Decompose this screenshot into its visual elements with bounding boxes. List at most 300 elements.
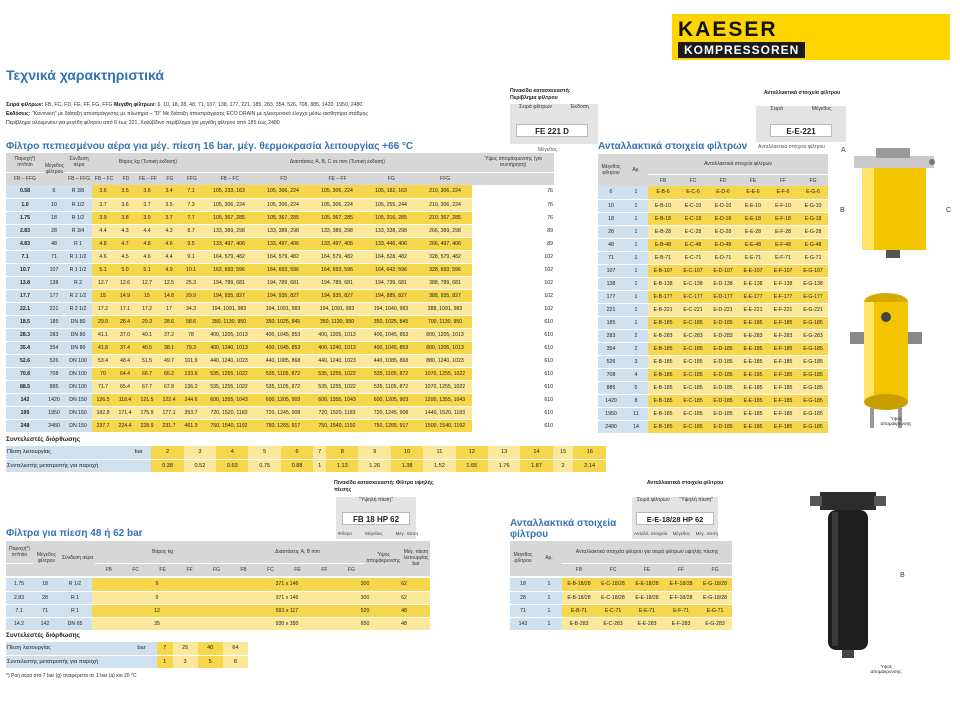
table-cell: E-B-71 [648,251,678,264]
corr-pressure-value: 6 [281,446,313,459]
page-title: Τεχνικά χαρακτηριστικά [6,67,164,83]
table-cell: E-C-221 [678,303,708,316]
table-cell: R 1/2 [64,198,92,211]
table-cell: R 3/4 [64,224,92,237]
table-cell: 7.1 [6,250,44,263]
table-cell: 171.4 [114,406,136,419]
table-cell: E-C-283 [596,617,630,630]
table-cell: 610 [472,419,554,432]
table-cell: 122.4 [158,393,180,406]
table-cell: E-F-18/28 [664,591,698,604]
table-cell: 17.2 [92,302,114,315]
table-cell: 48 [378,617,430,630]
table-cell: 133, 497, 406 [310,237,364,250]
th-sub-12: FFG [418,172,472,185]
table-cell: 13.8 [6,276,44,289]
table-cell: E-E-185 [738,381,768,394]
table-cell: 133, 389, 298 [310,224,364,237]
table-cell: E-B-48 [648,238,678,251]
table-cell: 3.7 [158,211,180,224]
table-cell: 400, 1240, 1013 [310,341,364,354]
table-cell: 71.7 [92,380,114,393]
table-cell: E-E-10 [738,199,768,212]
table-cell: E-G-107 [798,264,828,277]
table-cell: 185 [44,315,64,328]
table-cell: E-B-185 [648,394,678,407]
table-cell: E-F-283 [664,617,698,630]
corr-factor-row [6,655,248,668]
table-cell: 9.1 [180,250,202,263]
table-cell: 353.7 [180,406,202,419]
table-cell: 1 [624,251,648,264]
rep-th-sub: FE [738,174,768,187]
rep-th-elem: Ανταλλακτικά στοιχεία φίλτρων [648,154,828,174]
corr-pressure-value: 15 [553,446,574,459]
corr-factor-value: 0.52 [184,459,216,472]
table-cell: 4.9 [158,263,180,276]
table-cell: E-B-185 [648,420,678,433]
table-cell: E-E-185 [738,355,768,368]
table-cell: 1 [624,316,648,329]
table-cell: 2 [624,342,648,355]
table-cell: 400, 1045, 853 [364,341,418,354]
table-cell: 400, 1045, 853 [364,328,418,341]
table-cell: 17 [158,302,180,315]
t2-th-conn: Σύνδεση αέρα [60,541,95,576]
table-cell: 4.7 [114,237,136,250]
table-cell: 71 [32,604,58,617]
table-cell: 400, 1045, 853 [256,341,310,354]
th-sub-11: FG [364,172,418,185]
correction-table-1 [6,446,606,473]
table-row [6,591,430,604]
corr-pressure-value: 25 [173,642,198,655]
table-cell: 133, 389, 298 [256,224,310,237]
table-cell: 194, 789, 681 [202,276,256,289]
table-row [6,328,554,341]
table-cell: 76 [472,211,554,224]
table-cell: E-G-138 [798,277,828,290]
table-cell: 194, 1091, 983 [310,302,364,315]
table-cell: E-D-185 [708,381,738,394]
table-cell: E-E-283 [738,329,768,342]
table-cell: 194, 935, 827 [256,289,310,302]
corr-factor-value: 1.13 [326,459,358,472]
table-cell: 5 [624,381,648,394]
table-cell: DN 80 [64,315,92,328]
table-cell: 650 [352,617,378,630]
table-cell: 15 [92,289,114,302]
table-cell: 1 [624,303,648,316]
t2-th-sub: FC [257,563,284,576]
rep-title: Ανταλλακτικά στοιχεία φίλτρων [598,141,748,152]
table-cell: 535, 1105, 872 [364,380,418,393]
table-cell: R 2 1/2 [64,302,92,315]
rep-th-sub: FF [768,174,798,187]
corr-factor-value: 1 [157,655,173,668]
table-cell: 2480 [44,419,64,432]
table-row [510,578,732,591]
table-cell: 105, 233, 163 [202,185,256,198]
table-cell: 750, 1540, 1192 [310,419,364,432]
table-cell: E-F-28 [768,225,798,238]
table-cell: E-B-6 [648,186,678,199]
table-cell: 610 [472,393,554,406]
corr-pressure-value: 7 [157,642,173,655]
corr-pressure-value: 4 [216,446,248,459]
table-cell: E-D-18 [708,212,738,225]
table-cell: 4 [624,368,648,381]
table-cell: 266, 389, 298 [418,224,472,237]
table-cell: 1200, 1355, 1043 [418,393,472,406]
table-row [598,264,828,277]
table-cell: 885 [44,380,64,393]
table-cell: E-C-185 [678,407,708,420]
table-cell: 720, 1245, 908 [256,406,310,419]
table-cell: 71 [598,251,624,264]
table-cell: 29.3 [136,315,158,328]
table-cell: 4.8 [136,237,158,250]
table-cell: 12.6 [114,276,136,289]
table-cell: 12.5 [158,276,180,289]
table-row [6,604,430,617]
table-cell: E-G-185 [798,316,828,329]
table-cell: 1 [624,264,648,277]
table-cell: 4.6 [158,237,180,250]
callout2-title: Ανταλλακτικά στοιχεία φίλτρου [763,90,841,96]
table-cell: 12.7 [136,276,158,289]
table-cell: 48 [44,237,64,250]
table-cell: E-D-6 [708,186,738,199]
logo-text: KAESER [678,18,778,41]
table-cell: 4.8 [92,237,114,250]
table-cell: 520 [352,604,378,617]
table-row [598,277,828,290]
table-cell: 105, 367, 285 [256,211,310,224]
table-cell: 720, 1520, 1183 [202,406,256,419]
table-cell: E-E-185 [738,407,768,420]
table-cell: 4.5 [114,250,136,263]
corr-factor-value: 0.38 [151,459,183,472]
table-cell: E-C-185 [678,394,708,407]
table-cell: 461.3 [180,419,202,432]
th-sub-5: FE – FF [137,172,159,185]
table-cell: 41.8 [92,341,114,354]
table1-body [6,185,554,433]
table-cell: 535, 1255, 1022 [310,367,364,380]
table-cell: E-E-18 [738,212,768,225]
rep-th-sub: FD [708,174,738,187]
table-cell: E-B-107 [648,264,678,277]
table-cell: E-D-185 [708,394,738,407]
table-cell: E-D-48 [708,238,738,251]
table-cell: 102 [472,263,554,276]
table-cell: 221 [598,303,624,316]
table-cell: 164, 642, 596 [364,263,418,276]
table-cell: R 1 [58,591,92,604]
table-cell: 107 [44,263,64,276]
t2-th-sub: FG [338,563,365,576]
table-cell: E-B-185 [648,368,678,381]
table-cell: 53.4 [92,354,114,367]
table-cell: 3.7 [92,198,114,211]
table-cell: 101.9 [180,354,202,367]
table-cell: 29.9 [180,289,202,302]
t2-th-weight: Βάρος kg [95,541,230,563]
table-cell: 400, 1205, 1013 [202,328,256,341]
table-cell: E-G-48 [798,238,828,251]
corr-factor-value: 1.26 [358,459,390,472]
table-cell: 11 [624,407,648,420]
table-cell: E-F-177 [768,290,798,303]
table-row [6,289,554,302]
table-cell: E-C-185 [678,355,708,368]
table-cell: 610 [472,341,554,354]
table-cell: 400, 1205, 1013 [310,328,364,341]
table-cell: E-G-18/28 [698,591,732,604]
table-cell: E-D-71 [708,251,738,264]
table-row [598,329,828,342]
corr-factor-value: 3 [173,655,198,668]
table-row [510,591,732,604]
table-cell: 885 [598,381,624,394]
table-cell: E-G-71 [698,604,732,617]
table-row [598,238,828,251]
table-cell: 37.2 [158,328,180,341]
table-cell: 600, 1205, 903 [256,393,310,406]
table-row [598,303,828,316]
table-cell: 133, 338, 298 [364,224,418,237]
table-cell: E-C-18/28 [596,591,630,604]
table-row [598,407,828,420]
corr-factor-value: 8 [223,655,248,668]
rep-th-sub: FG [798,174,828,187]
table-cell: 3.6 [114,198,136,211]
table-row [6,419,554,432]
table-cell: E-G-185 [798,407,828,420]
table-cell: 17.1 [114,302,136,315]
table-cell: E-D-107 [708,264,738,277]
table-cell: 440, 1240, 1023 [310,354,364,367]
table-cell: E-E-283 [630,617,664,630]
rep2-header [510,541,732,577]
dim-b-label: B [840,207,845,214]
table-cell: 177 [44,289,64,302]
table-cell: R 3/8 [64,185,92,198]
table-row [598,316,828,329]
table-cell: 5.0 [114,263,136,276]
th-dims: Διαστάσεις A, B, C σε mm (Τυπική έκδοση) [203,153,472,172]
table-cell: E-C-28 [678,225,708,238]
table-cell: 1 [624,199,648,212]
table-row [510,617,732,630]
table-cell: E-E-107 [738,264,768,277]
table-cell: 750, 1265, 917 [256,419,310,432]
table-cell: 35.4 [6,341,44,354]
corr-factor-row [6,459,606,472]
rep-th-qty: Αρ. [624,154,648,187]
table-cell: E-B-185 [648,381,678,394]
t2-th-dims: Διαστάσεις A, B mm [230,541,365,563]
table-row [6,315,554,328]
table-cell: 9 [92,578,222,591]
corr-pressure-value: 2 [151,446,183,459]
table-row [6,185,554,198]
callout4-title: Ανταλλακτικά στοιχεία φίλτρου [646,480,724,486]
table-cell: 3 [624,355,648,368]
table-cell: E-C-10 [678,199,708,212]
table-cell: 535, 1105, 872 [256,367,310,380]
table-cell: 3.7 [136,198,158,211]
table-cell: 133, 497, 406 [202,237,256,250]
corr-factor-value: 0.75 [248,459,280,472]
table-cell: E-F-6 [768,186,798,199]
table-cell: 142 [510,617,536,630]
table-cell: 102 [472,276,554,289]
table-cell: 610 [472,315,554,328]
rep2-body [510,578,732,631]
corr-factor-value: 1.38 [391,459,423,472]
table-cell: 4.6 [92,250,114,263]
table-cell: 1440, 1520, 1183 [418,406,472,419]
table-cell: 371 x 146 [222,578,352,591]
table-cell: 194, 1040, 983 [364,302,418,315]
table-cell: E-E-185 [738,368,768,381]
table-cell: E-E-18/28 [630,591,664,604]
table-cell: 52.6 [6,354,44,367]
table-cell: 65.4 [114,380,136,393]
table-cell: E-C-283 [678,329,708,342]
t2-th-size: Μέγεθος φίλτρου [33,541,60,576]
table-cell: E-F-283 [768,329,798,342]
table-cell: 138 [44,276,64,289]
table-cell: 1070, 1255, 1022 [418,367,472,380]
table-cell: 535, 1255, 1022 [202,367,256,380]
kaeser-logo [672,14,950,60]
table-cell: 37.4 [114,341,136,354]
table-cell: 750, 1540, 1192 [202,419,256,432]
table-cell: DN 80 [64,341,92,354]
table-cell: 28.3 [6,328,44,341]
table-cell: DN 100 [64,367,92,380]
callout2-label: Ανταλλακτικά στοιχεία φίλτρου [758,144,825,150]
table-row [6,263,554,276]
table-cell: 700, 1130, 950 [418,315,472,328]
table-cell: E-C-177 [678,290,708,303]
table-cell: 28.4 [114,315,136,328]
th-conn: Σύνδεση αέρα [65,153,93,172]
t2-th-flow: Παροχή*) m³/min [6,541,33,563]
table-cell: 38.1 [158,341,180,354]
table-cell: 133, 389, 298 [202,224,256,237]
table-cell: E-F-18/28 [664,578,698,591]
table-cell: 750, 1265, 917 [364,419,418,432]
corr-pressure-value: 8 [326,446,358,459]
table-cell: 600, 1355, 1043 [310,393,364,406]
table-cell: 17.7 [6,289,44,302]
table-cell: E-C-138 [678,277,708,290]
corr-pressure-value: 5 [248,446,280,459]
table-cell: 1 [624,212,648,225]
table-cell: E-D-185 [708,316,738,329]
correction-table-2 [6,642,248,669]
table-cell: E-B-18 [648,212,678,225]
table-cell: 388, 1091, 983 [418,302,472,315]
corr-factor-value: 2.14 [573,459,606,472]
table-cell: 28 [32,591,58,604]
table-cell: 535, 1105, 872 [256,380,310,393]
table-cell: R 1 [58,604,92,617]
table-row [6,341,554,354]
table-cell: E-C-71 [596,604,630,617]
table-cell: 164, 528, 482 [364,250,418,263]
corr-pressure-value: 16 [573,446,606,459]
table-cell: E-F-10 [768,199,798,212]
table-cell: E-D-221 [708,303,738,316]
table-cell: 76 [472,185,554,198]
table-cell: E-C-185 [678,342,708,355]
table-row [598,381,828,394]
table-cell: 0.58 [6,185,44,198]
table-cell: R 1/2 [58,578,92,591]
table-cell: E-G-185 [798,394,828,407]
table-cell: 388, 789, 681 [418,276,472,289]
table-cell: 105, 255, 244 [364,198,418,211]
table-cell: E-E-138 [738,277,768,290]
t2-th-maxp: Μέγ. πίεση λειτουργίας bar [402,541,430,576]
table-cell: E-D-185 [708,420,738,433]
corr-pressure-value: 11 [423,446,455,459]
table-cell: E-B-221 [648,303,678,316]
table-row [6,302,554,315]
table-cell: 28 [598,225,624,238]
table-cell: 133.6 [180,367,202,380]
table-cell: E-F-185 [768,394,798,407]
table-cell: 350, 1130, 950 [310,315,364,328]
corr-pressure-value: 13 [488,446,520,459]
table-cell: 162, 693, 596 [202,263,256,276]
table-cell: 283 [44,328,64,341]
table-cell: 41.1 [92,328,114,341]
space-label-2: Ύψος απομάκρυνσης [870,664,902,674]
table-cell: E-D-138 [708,277,738,290]
t2-th-sub: FB [230,563,257,576]
table-cell: E-G-177 [798,290,828,303]
table-cell: 248 [6,419,44,432]
table-cell: 354 [44,341,64,354]
table-cell: 185 [598,316,624,329]
t2-th-sub: FF [176,563,203,576]
table-cell: 1.75 [6,211,44,224]
table-cell: 1420 [598,394,624,407]
table-cell: 71 [510,604,536,617]
table-cell: E-E-6 [738,186,768,199]
table-cell: 800, 1205, 1013 [418,341,472,354]
table-cell: 107 [598,264,624,277]
table-cell: E-B-138 [648,277,678,290]
table-cell: E-E-185 [738,316,768,329]
table-row [6,276,554,289]
corr-factor-value: 1.65 [456,459,488,472]
table-cell: 600, 1355, 1043 [202,393,256,406]
table-cell: 40.1 [136,328,158,341]
table-cell: 37.0 [114,328,136,341]
th-flow: Παροχή*) m³/min [6,153,44,172]
dim-c-label: C [946,207,952,214]
table-cell: E-F-71 [768,251,798,264]
table-cell: 3.4 [158,185,180,198]
table-cell: 10 [598,199,624,212]
